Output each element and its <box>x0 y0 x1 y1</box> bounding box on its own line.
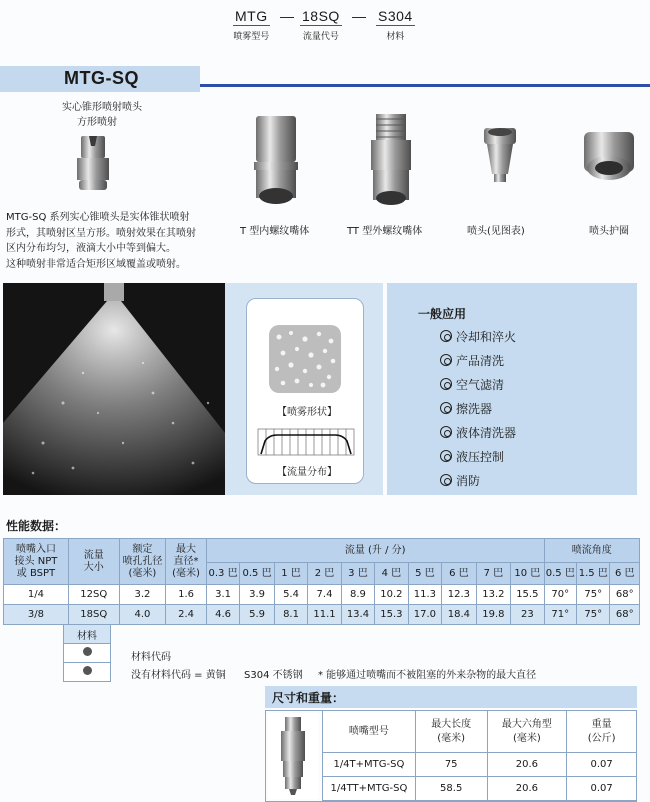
product-title: MTG-SQ <box>64 68 139 88</box>
length-header: 最大长度 (毫米) <box>415 711 487 753</box>
pressure-header: 1 巴 <box>274 563 307 585</box>
bullet-icon <box>440 330 452 342</box>
pressure-header: 0.5 巴 <box>240 563 274 585</box>
material-brass-note: 没有材料代码 = 黄铜 <box>131 670 226 681</box>
accessory-label: 喷头(见图表) <box>467 226 525 237</box>
application-item: 液压控制 <box>440 448 504 465</box>
description-line: 这种喷射非常适合矩形区域覆盖或喷射。 <box>6 258 186 270</box>
materials-header: 材料 <box>64 625 111 644</box>
available-dot-icon <box>83 647 92 656</box>
table-row: 1/4T+MTG-SQ 75 20.6 0.07 <box>323 753 637 777</box>
pressure-header: 7 巴 <box>476 563 510 585</box>
pressure-header: 10 巴 <box>511 563 544 585</box>
angle-group-header: 喷流角度 <box>544 539 639 563</box>
available-dot-icon <box>83 666 92 675</box>
pressure-header: 2 巴 <box>308 563 341 585</box>
pressure-header: 4 巴 <box>375 563 408 585</box>
code-model-label: 喷雾型号 <box>233 31 270 41</box>
bullet-icon <box>440 402 452 414</box>
pressure-header: 3 巴 <box>341 563 374 585</box>
code-material-label: 材料 <box>386 31 405 41</box>
table-row: 3/8 18SQ 4.0 2.4 4.6 5.9 8.1 11.1 13.4 15.3 17.0 18.4 19.8 23 71° 75° 68° <box>4 605 640 625</box>
pressure-header: 0.3 巴 <box>206 563 239 585</box>
angle-pressure-header: 6 巴 <box>610 563 640 585</box>
inlet-header: 喷嘴入口 接头 NPT 或 BSPT <box>4 539 69 585</box>
dimensions-table <box>322 710 637 801</box>
orifice-header: 额定 喷孔孔径 (毫米) <box>119 539 166 585</box>
flow-group-header: 流量 (升 / 分) <box>206 539 544 563</box>
accessory-label: 喷头护圈 <box>589 226 629 237</box>
application-item: 消防 <box>440 472 480 489</box>
code-part-flow <box>300 8 342 42</box>
dimensions-photo <box>268 713 318 799</box>
description-line: MTG-SQ 系列实心锥喷头是实体锥状喷射 <box>6 212 190 223</box>
nozzle-image <box>478 124 522 190</box>
hex-header: 最大六角型 (毫米) <box>487 711 567 753</box>
spray-pattern-image <box>267 323 343 395</box>
bullet-icon <box>440 474 452 486</box>
material-s304-note: S304 不锈钢 <box>244 670 303 681</box>
tt-body-image <box>363 110 419 212</box>
materials-table <box>63 624 111 682</box>
product-description <box>6 210 232 272</box>
flow-distribution-image <box>257 427 355 457</box>
pattern-card <box>246 298 364 484</box>
table-row: 1/4 12SQ 3.2 1.6 3.1 3.9 5.4 7.4 8.9 10.2 11.3 12.3 13.2 15.5 70° 75° 68° <box>4 585 640 605</box>
passage-footnote: * 能够通过喷嘴而不被阻塞的外来杂物的最大直径 <box>318 670 537 681</box>
description-line: 区内分布均匀，液滴大小中等到偏大。 <box>6 243 176 254</box>
product-caption-line2: 方形喷射 <box>77 117 117 128</box>
title-band-rule <box>200 84 650 87</box>
angle-pressure-header: 1.5 巴 <box>577 563 610 585</box>
description-line: 形式，其喷射区呈方形。喷射效果在其喷射 <box>6 227 196 239</box>
applications-title: 一般应用 <box>418 307 467 321</box>
performance-title: 性能数据： <box>6 519 67 533</box>
material-cell <box>64 644 111 663</box>
pressure-header: 6 巴 <box>442 563 476 585</box>
size-header: 流量 大小 <box>68 539 119 585</box>
spray-photo <box>3 283 225 495</box>
accessory-label: TT 型外螺纹嘴体 <box>347 226 423 237</box>
accessory-label: T 型内螺纹嘴体 <box>240 226 310 237</box>
dimensions-title: 尺寸和重量： <box>272 691 345 705</box>
angle-pressure-header: 0.5 巴 <box>544 563 576 585</box>
bullet-icon <box>440 378 452 390</box>
code-separator: — <box>280 8 294 24</box>
application-item: 冷却和淬火 <box>440 328 516 345</box>
code-flow: 18SQ <box>302 8 340 24</box>
performance-table <box>3 538 640 625</box>
passage-header: 最大 直径* (毫米) <box>166 539 207 585</box>
spray-image <box>3 283 225 495</box>
code-material: S304 <box>378 8 413 24</box>
code-flow-label: 流量代号 <box>302 31 339 41</box>
product-caption-line1: 实心锥形喷射喷头 <box>62 102 142 113</box>
material-cell <box>64 663 111 682</box>
bullet-icon <box>440 426 452 438</box>
t-body-image <box>250 112 302 210</box>
spray-pattern-label: 【喷雾形状】 <box>277 407 337 418</box>
application-item: 空气滤清 <box>440 376 504 393</box>
pressure-header: 5 巴 <box>408 563 441 585</box>
assembly-image <box>268 713 318 799</box>
code-part-model <box>233 8 270 42</box>
title-band <box>0 66 650 94</box>
bullet-icon <box>440 354 452 366</box>
code-part-material <box>376 8 415 42</box>
retainer-image <box>580 126 638 188</box>
flow-distribution-label: 【流量分布】 <box>277 467 337 478</box>
application-item: 液体清洗器 <box>440 424 516 441</box>
model-header: 喷嘴型号 <box>323 711 416 753</box>
application-item: 擦洗器 <box>440 400 492 417</box>
table-row: 1/4TT+MTG-SQ 58.5 20.6 0.07 <box>323 777 637 801</box>
material-code-label: 材料代码 <box>131 652 171 663</box>
weight-header: 重量 (公斤) <box>567 711 637 753</box>
bullet-icon <box>440 450 452 462</box>
application-item: 产品清洗 <box>440 352 504 369</box>
nozzle-tip-image <box>70 132 116 196</box>
code-model: MTG <box>235 8 268 24</box>
code-separator: — <box>352 8 366 24</box>
